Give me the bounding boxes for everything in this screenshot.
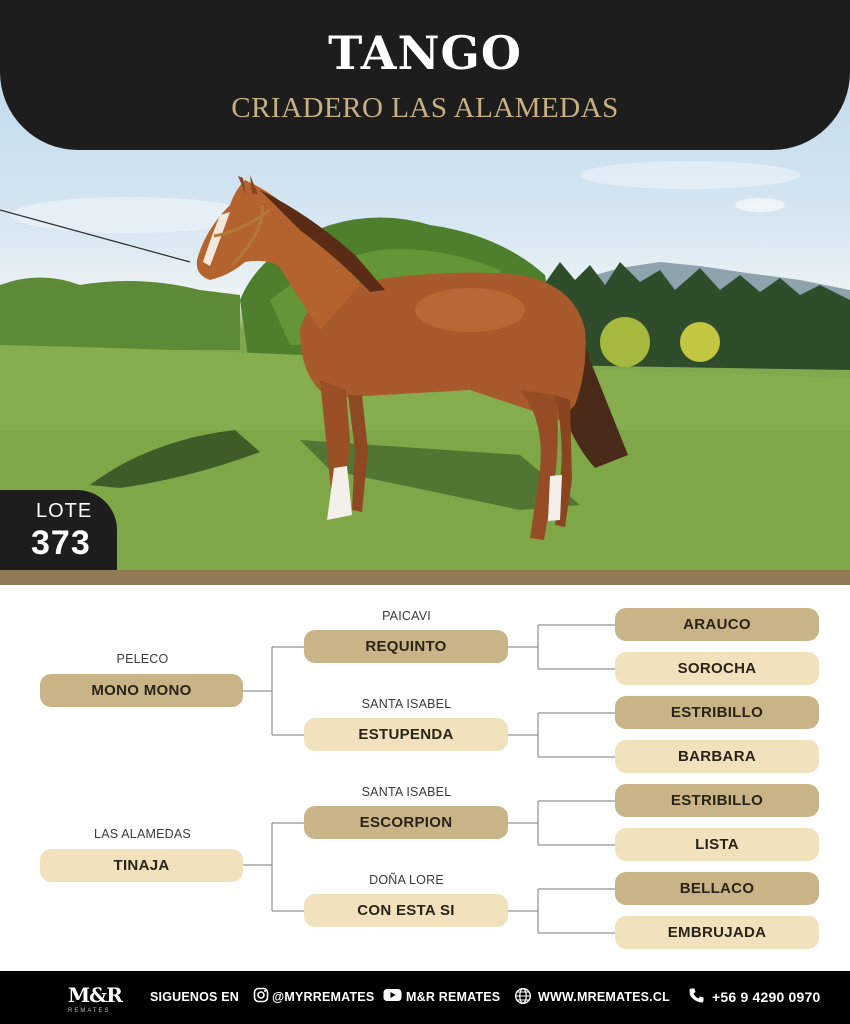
great-grandparent: LISTA xyxy=(615,828,819,861)
breeder-subtitle: CRIADERO LAS ALAMEDAS xyxy=(231,92,619,124)
great-grandparent: ESTRIBILLO xyxy=(615,784,819,817)
instagram-link[interactable]: @MYRREMATES xyxy=(272,990,375,1004)
lote-label: LOTE xyxy=(36,500,93,522)
sire-dam-breeder: SANTA ISABEL xyxy=(361,697,452,711)
horse-name-title: TANGO xyxy=(328,26,522,80)
lote-number: 373 xyxy=(31,524,91,562)
phone-icon xyxy=(688,987,705,1004)
dam-dam-name: CON ESTA SI xyxy=(304,894,508,927)
dam-breeder: LAS ALAMEDAS xyxy=(94,827,191,841)
sire-dam-name: ESTUPENDA xyxy=(304,718,508,751)
dam-name: TINAJA xyxy=(40,849,243,882)
sire-sire-name: REQUINTO xyxy=(304,630,508,663)
great-grandparent: SOROCHA xyxy=(615,652,819,685)
great-grandparent: ESTRIBILLO xyxy=(615,696,819,729)
youtube-icon xyxy=(383,987,402,1003)
youtube-link[interactable]: M&R REMATES xyxy=(406,990,501,1004)
footer-bar xyxy=(0,971,850,1024)
sire-name: MONO MONO xyxy=(40,674,243,707)
brand-logo-sub: REMATES xyxy=(68,1008,111,1014)
brand-logo: M&R xyxy=(68,983,122,1007)
great-grandparent: BELLACO xyxy=(615,872,819,905)
great-grandparent: EMBRUJADA xyxy=(615,916,819,949)
dam-sire-breeder: SANTA ISABEL xyxy=(361,785,452,799)
instagram-icon xyxy=(253,987,269,1003)
phone-number[interactable]: +56 9 4290 0970 xyxy=(712,989,821,1005)
dam-dam-breeder: DOÑA LORE xyxy=(369,873,444,887)
sire-sire-breeder: PAICAVI xyxy=(382,609,431,623)
great-grandparent: BARBARA xyxy=(615,740,819,773)
website-link[interactable]: WWW.MREMATES.CL xyxy=(538,990,670,1004)
follow-label: SIGUENOS EN xyxy=(150,990,240,1004)
globe-icon xyxy=(514,987,532,1005)
sire-breeder: PELECO xyxy=(116,652,169,666)
dam-sire-name: ESCORPION xyxy=(304,806,508,839)
great-grandparent: ARAUCO xyxy=(615,608,819,641)
